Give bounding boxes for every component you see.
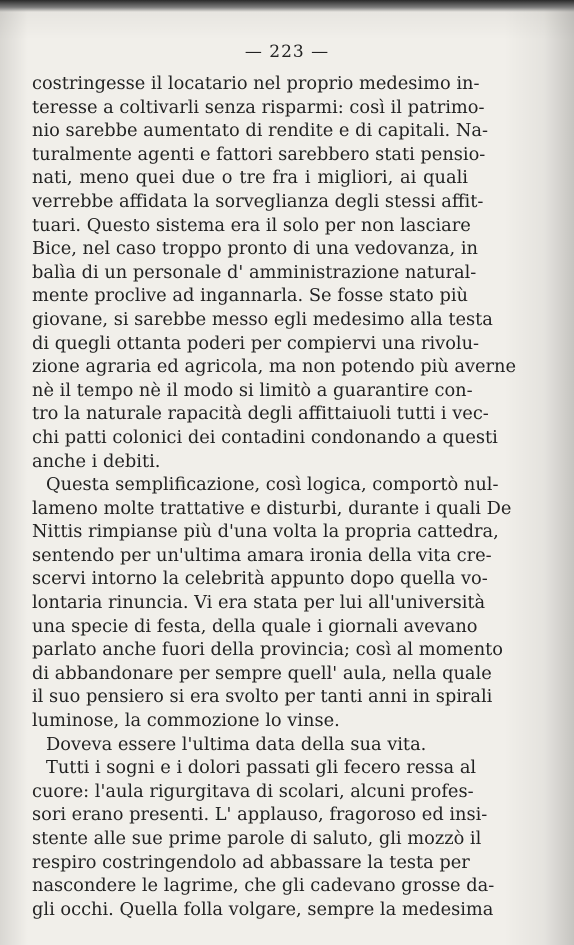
text-line: costringesse il locatario nel proprio medesimo in-	[32, 73, 480, 94]
text-line: scervi intorno la celebrità appunto dopo quella vo-	[32, 568, 488, 590]
text-line: giovane, si sarebbe messo egli medesimo alla testa	[32, 308, 493, 330]
text-line: Doveva essere l'ultima data della sua vita.	[46, 733, 427, 755]
text-line: balìa di un personale d' amministrazione natural-	[32, 261, 477, 283]
text-line: nati, meno quei due o tre fra i migliori, ai quali	[32, 167, 468, 189]
page-number: — 223 —	[244, 42, 330, 62]
text-line: luminose, la commozione lo vinse.	[32, 710, 340, 732]
text-line: parlato anche fuori della provincia; così al momento	[32, 639, 504, 661]
text-line: nè il tempo nè il modo si limitò a guarantire con-	[32, 379, 473, 401]
text-line: tuari. Questo sistema era il solo per non lasciare	[32, 214, 471, 236]
text-line: stente alle sue prime parole di saluto, gli mozzò il	[32, 828, 482, 849]
text-line: lameno molte trattative e disturbi, durante i quali De	[32, 497, 512, 519]
text-line: tro la naturale rapacità degli affittaiuoli tutti i vec-	[32, 403, 489, 425]
text-line: turalmente agenti e fattori sarebbero stati pensio-	[32, 143, 486, 165]
text-line: sori erano presenti. L' applauso, fragoroso ed insi-	[32, 804, 488, 826]
text-line: nascondere le lagrime, che gli cadevano grosse da-	[32, 875, 495, 897]
text-line: nio sarebbe aumentato di rendite e di capitali. Na-	[32, 120, 489, 142]
text-line: di quegli ottanta poderi per compiervi una rivolu-	[32, 332, 480, 354]
text-line: di abbandonare per sempre quell' aula, nella quale	[32, 662, 492, 684]
text-line: sentendo per un'ultima amara ironia della vita cre-	[32, 544, 492, 566]
text-line: Nittis rimpianse più d'una volta la propria cattedra,	[32, 521, 499, 543]
text-line: teresse a coltivarli senza risparmi: così il patrimo-	[32, 96, 485, 118]
body-text	[32, 72, 517, 921]
text-line: verrebbe affidata la sorveglianza degli stessi affit-	[32, 190, 484, 212]
text-line: Questa semplificazione, così logica, comportò nul-	[46, 474, 499, 496]
text-line: anche i debiti.	[32, 450, 161, 472]
text-line: chi patti colonici dei contadini condonando a questi	[32, 426, 498, 448]
text-line: Bice, nel caso troppo pronto di una vedovanza, in	[32, 238, 478, 260]
text-line: gli occhi. Quella folla volgare, sempre la medesima	[32, 898, 494, 920]
text-line: mente proclive ad ingannarla. Se fosse stato più	[32, 285, 468, 307]
text-line: una specie di festa, della quale i giornali avevano	[32, 615, 478, 637]
text-line: lontaria rinuncia. Vi era stata per lui all'università	[32, 592, 486, 614]
text-line: Tutti i sogni e i dolori passati gli fecero ressa al	[46, 757, 477, 779]
text-line: il suo pensiero si era svolto per tanti anni in spirali	[32, 686, 493, 708]
text-line: cuore: l'aula rigurgitava di scolari, alcuni profes-	[32, 780, 474, 802]
text-line: zione agraria ed agricola, ma non potendo più averne	[32, 356, 517, 378]
scan-edge-shadow	[0, 0, 574, 12]
text-line: respiro costringendolo ad abbassare la testa per	[32, 851, 470, 873]
